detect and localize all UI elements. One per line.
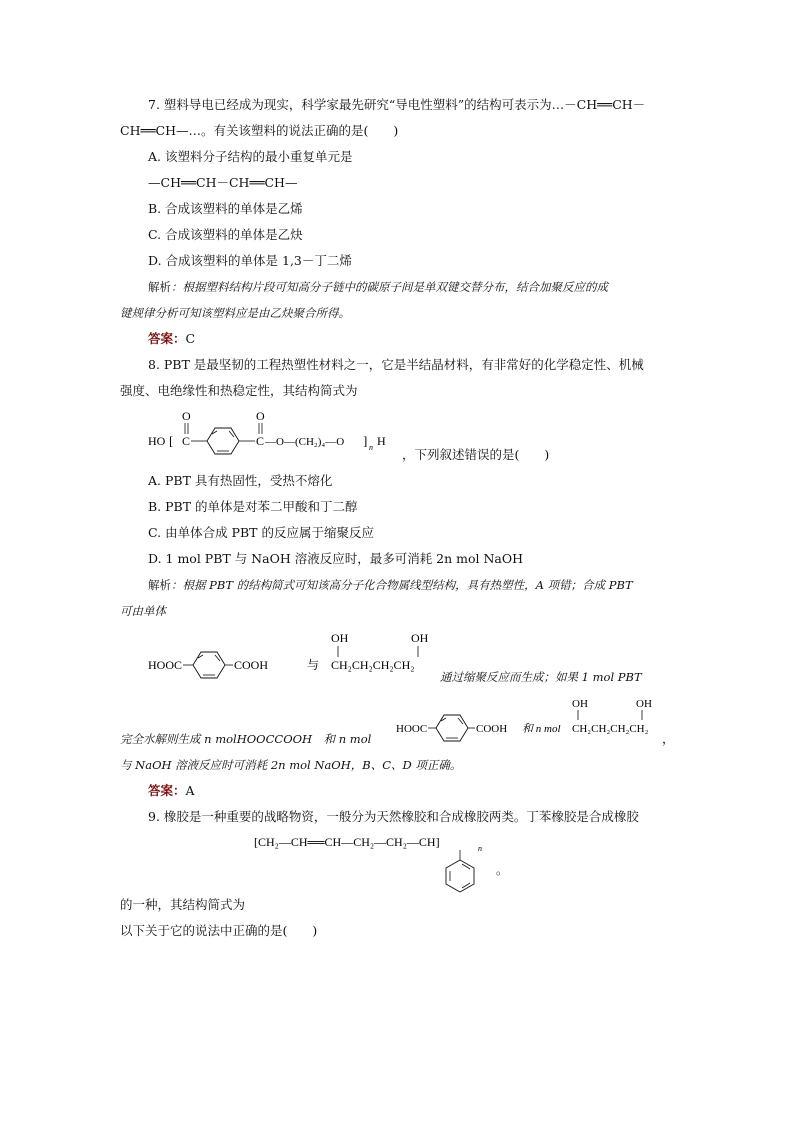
- monomer-row-2: [394, 694, 674, 750]
- benzene-ring-icon: [193, 652, 225, 678]
- q7-option-d: D. 合成该塑料的单体是 1,3－丁二烯: [148, 253, 352, 268]
- diol-oh-2: OH: [411, 631, 429, 645]
- diol-chain: CH₂CH₂CH₂CH₂: [331, 658, 415, 672]
- q7-explanation-text1: 根据塑料结构片段可知高分子链中的碳原子间是单双键交替分布，结合加聚反应的成: [182, 280, 608, 294]
- monomer-row-1: [145, 626, 445, 686]
- benzene-ring-icon: [207, 428, 239, 454]
- sbr-structure: [252, 830, 512, 902]
- q7-option-c: C. 合成该塑料的单体是乙炔: [148, 227, 303, 242]
- q7-option-b: B. 合成该塑料的单体是乙烯: [148, 201, 303, 216]
- q7-explanation-line2: 键规律分析可知该塑料应是由乙炔聚合所得。: [120, 306, 350, 320]
- q7-stem-line1: 7. 塑料导电已经成为现实，科学家最先研究“导电性塑料”的结构可表示为…－CH══CH－: [148, 97, 646, 112]
- terephthalic-left: HOOC: [148, 658, 183, 672]
- q8-explanation-line2: 可由单体: [120, 604, 166, 618]
- diol2-oh-1: OH: [572, 698, 588, 710]
- q8-explanation-text1: 根据 PBT 的结构简式可知该高分子化合物属线型结构，具有热塑性，A 项错；合成 PBT: [182, 578, 633, 592]
- q8-answer: [148, 782, 195, 800]
- q8-answer-label: 答案：: [148, 783, 186, 798]
- q7-answer: [148, 330, 195, 348]
- q8-option-a: A. PBT 具有热固性，受热不熔化: [148, 473, 333, 488]
- q9-stem-line2: 的一种，其结构简式为: [120, 897, 246, 912]
- pbt-bracket-left: [: [169, 433, 174, 448]
- q7-explanation-label: 解析: [148, 280, 171, 294]
- pbt-structure: [145, 406, 405, 462]
- benzene-ring-icon: [436, 715, 468, 741]
- monomer-with: 与: [307, 658, 320, 672]
- q7-option-a-line1: A. 该塑料分子结构的最小重复单元是: [148, 149, 353, 164]
- sbr-period: 。: [496, 863, 509, 877]
- q8-explanation-line1: 解析：根据 PBT 的结构简式可知该高分子化合物属线型结构，具有热塑性，A 项错；合成 PBT: [148, 578, 633, 592]
- q8-explanation-line3: 通过缩聚反应而生成；如果 1 mol PBT: [440, 670, 642, 684]
- q8-option-c: C. 由单体合成 PBT 的反应属于缩聚反应: [148, 525, 374, 540]
- q7-option-a-line2: —CH══CH－CH══CH—: [148, 175, 298, 190]
- terephthalic2-left: HOOC: [396, 723, 428, 735]
- q8-stem-line1: 8. PBT 是最坚韧的工程热塑性材料之一，它是半结晶材料，有非常好的化学稳定性、机械: [148, 357, 644, 372]
- diol-oh-1: OH: [331, 631, 349, 645]
- diol2-chain: CH₂CH₂CH₂CH₂: [572, 723, 649, 735]
- sbr-subscript-n: n: [478, 844, 482, 853]
- q8-option-d: D. 1 mol PBT 与 NaOH 溶液反应时，最多可消耗 2n mol NaOH: [148, 551, 524, 566]
- terephthalic-right: COOH: [234, 658, 269, 672]
- q9-stem-line3: 以下关于它的说法中正确的是( ): [120, 923, 318, 938]
- pbt-ho: HO: [148, 434, 166, 448]
- q8-answer-value: A: [185, 783, 195, 798]
- q7-explanation-line1: 解析：根据塑料结构片段可知高分子链中的碳原子间是单双键交替分布，结合加聚反应的成: [148, 280, 608, 294]
- q7-stem-line2: CH══CH—…。有关该塑料的说法正确的是( ): [120, 123, 399, 138]
- pbt-o1: O: [182, 409, 191, 423]
- pbt-o2: O: [256, 409, 265, 423]
- q8-explanation-line4: 完全水解则生成 n molHOOCCOOH 和 n mol: [120, 732, 372, 746]
- sbr-formula: [CH₂—CH══CH—CH₂—CH₂—CH]: [254, 835, 440, 849]
- q8-explanation-label: 解析: [148, 578, 171, 592]
- monomer-and: 和 n mol: [522, 723, 561, 735]
- q8-explanation-line6: 与 NaOH 溶液反应时可消耗 2n mol NaOH，B、C、D 项正确。: [120, 758, 462, 772]
- q8-stem-line2: 强度、电绝缘性和热稳定性，其结构简式为: [120, 383, 358, 398]
- pbt-c2: C: [256, 434, 265, 448]
- pbt-subscript-n: n: [369, 443, 373, 452]
- benzene-ring-icon: [446, 860, 474, 892]
- pbt-h: H: [377, 434, 386, 448]
- q7-answer-value: C: [185, 331, 196, 346]
- q7-answer-label: 答案：: [148, 331, 186, 346]
- terephthalic2-right: COOH: [476, 723, 508, 735]
- q9-stem-line1: 9. 橡胶是一种重要的战略物资，一般分为天然橡胶和合成橡胶两类。丁苯橡胶是合成橡胶: [148, 809, 639, 824]
- q8-stem-line3: ，下列叙述错误的是( ): [402, 447, 550, 462]
- q8-option-b: B. PBT 的单体是对苯二甲酸和丁二醇: [148, 499, 358, 514]
- diol2-oh-2: OH: [636, 698, 652, 710]
- pbt-c1: C: [182, 434, 191, 448]
- pbt-tail: —O—(CH₂)₄—O: [265, 436, 345, 448]
- q8-explanation-line5: ，: [662, 731, 675, 746]
- pbt-bracket-right: ]: [363, 433, 368, 448]
